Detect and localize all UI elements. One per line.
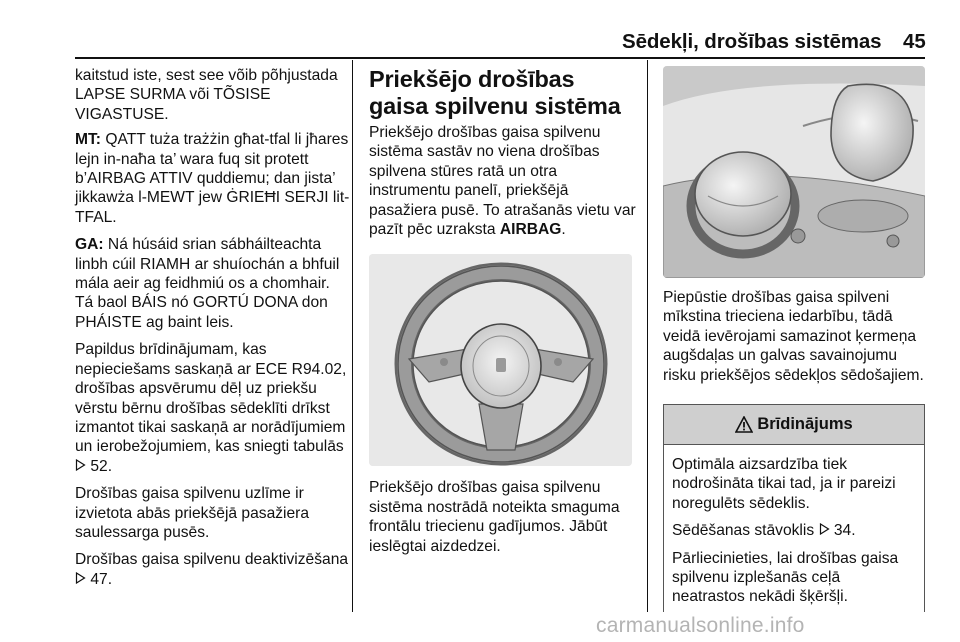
paragraph-text: Drošības gaisa spilvenu uzlīme ir izvietota abās priekšējā pasažiera saulessarga pusēs. (75, 485, 310, 541)
warning-paragraph: Optimāla aizsardzība tiek nodrošināta tikai tad, ja ir pareizi noregulēts sēdeklis. (672, 456, 896, 512)
intro-paragraph (369, 123, 637, 239)
airbag-label: AIRBAG (499, 221, 562, 239)
warning-body (664, 445, 924, 607)
section-title: Priekšējo drošības gaisa spilvenu sistēma (369, 66, 621, 119)
paragraph-ga (75, 235, 350, 332)
column-2 (369, 66, 637, 556)
caption-paragraph: Priekšējo drošības gaisa spilvenu sistēma nostrādā noteikta smaguma frontālu triecienu gadījumos. Jābūt ieslēgtai aizdedzei. (369, 479, 620, 555)
paragraph-text: . (561, 221, 566, 239)
warning-header (664, 405, 924, 445)
page-reference-triangle-icon (75, 458, 86, 475)
paragraph-text: Drošības gaisa spilvenu deaktivizēšana (75, 551, 349, 569)
page-header (0, 0, 960, 60)
paragraph (75, 340, 350, 476)
watermark: carmanualsonline.info (596, 614, 805, 637)
warning-box (663, 404, 925, 612)
page-reference[interactable]: 34. (833, 522, 856, 540)
paragraph-mt (75, 130, 350, 227)
column-3 (663, 288, 933, 385)
paragraph-text: Ná húsáid srian sábháilteachta linbh cúil RIAMH ar shuíochán a bhfuil mála aeir ag feidhmiú os a chomhair. Tá baol BÁIS nó GORTÚ DONA don PHÁISTE ag baint leis. (75, 236, 340, 331)
paragraph (75, 484, 350, 542)
page-reference-triangle-icon (75, 571, 86, 588)
deployed-airbag-illustration (663, 66, 925, 278)
page-reference[interactable]: 52. (90, 457, 113, 475)
paragraph-text: Priekšējo drošības gaisa spilvenu sistēma sastāv no viena drošības spilvena stūres ratā un otra instrumentu panelī, priekšējā pasažiera pusē. To atrašanās vietu var pazīt pēc uzraksta (369, 124, 636, 239)
warning-paragraph (672, 521, 916, 540)
steering-wheel-illustration (369, 254, 632, 466)
paragraph-text: Papildus brīdinājumam, kas nepieciešams saskaņā ar ECE R94.02, drošības apsvērumu dēļ uz priekšu vērstu bērnu drošības sēdeklīti drīkst izmantot tikai saskaņā ar norādījumiem un ierobežojumiem, kas sniegti tabulās (75, 341, 347, 456)
warning-triangle-icon (735, 416, 753, 433)
paragraph-text: QATT tuża trażżin għat-tfal li jħares lejn in-naħa ta’ wara fuq sit protett b’AIRBAG ATTIV quddiemu; dan jista’ jikkawża l-MEWT jew ĠRIEĦI SERJI lit-TFAL. (75, 131, 350, 226)
paragraph (75, 550, 350, 589)
language-label: MT: (75, 131, 101, 149)
warning-paragraph: Pārliecinieties, lai drošības gaisa spilvenu izplešanās ceļā neatrastos nekādi šķēršļi. (672, 549, 899, 606)
paragraph-text: Piepūstie drošības gaisa spilveni mīkstina trieciena iedarbību, tādā veidā ievērojami samazinot ķermeņa augšdaļas un galvas savainojumu risku priekšējos sēdekļos sēdošajiem. (663, 289, 924, 384)
page-title: Sēdekļi, drošības sistēmas (622, 30, 882, 53)
warning-title: Brīdinājums (757, 415, 853, 433)
column-1 (75, 66, 350, 597)
paragraph-text: kaitstud iste, sest see võib põhjustada LAPSE SURMA või TÕSISE VIGASTUSE. (75, 67, 338, 123)
paragraph (75, 66, 350, 124)
header-rule (75, 57, 925, 59)
column-divider (352, 60, 353, 612)
column-divider (647, 60, 648, 612)
page-reference-triangle-icon (819, 522, 830, 539)
language-label: GA: (75, 236, 104, 254)
page-number: 45 (903, 30, 926, 53)
page-reference[interactable]: 47. (90, 570, 113, 588)
paragraph-text: Sēdēšanas stāvoklis (672, 522, 815, 540)
